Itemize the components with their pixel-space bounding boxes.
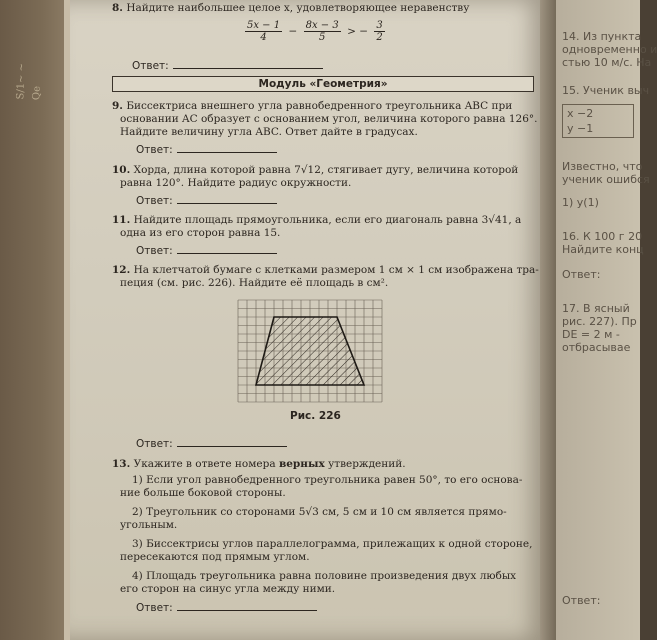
- left-page-edge: [0, 0, 70, 640]
- statement-3-line-1: 3) Биссектрисы углов параллелограмма, прилежащих к одной стороне,: [132, 538, 533, 550]
- right-page: [556, 0, 657, 640]
- problem-9-text-1: Биссектриса внешнего угла равнобедренного треугольника ABC при: [126, 100, 513, 112]
- greater-sign: > −: [347, 25, 368, 38]
- trapezoid-grid-figure: [238, 300, 382, 402]
- answer-label: Ответ:: [136, 438, 173, 450]
- problem-11-number: 11.: [112, 214, 131, 226]
- problem-11-text-1: Найдите площадь прямоугольника, если его диагональ равна 3√41, а: [133, 214, 522, 226]
- problem-10-line-2: равна 120°. Найдите радиус окружности.: [120, 177, 352, 189]
- problem-13-title-pre: Укажите в ответе номера: [133, 458, 279, 470]
- right-problem-15-option: 1) y(1): [562, 196, 599, 209]
- right-problem-16-line-2: Найдите конц: [562, 243, 644, 256]
- problem-12-answer: [136, 436, 287, 451]
- answer-field[interactable]: [173, 58, 323, 69]
- right-problem-16-line-1: 16. К 100 г 20: [562, 230, 643, 243]
- textbook-page: [70, 0, 550, 640]
- right-bottom-answer: Ответ:: [562, 594, 601, 607]
- table-row-x: x −2: [567, 107, 594, 120]
- problem-11-answer: [136, 243, 277, 258]
- problem-10-line-1: [112, 164, 518, 177]
- problem-12-number: 12.: [112, 264, 131, 276]
- problem-12-line-1: [112, 264, 539, 277]
- answer-field[interactable]: [177, 193, 277, 204]
- statement-2-line-1: 2) Треугольник со сторонами 5√3 см, 5 см и 10 см является прямо-: [132, 506, 507, 518]
- problem-8-text: Найдите наибольшее целое x, удовлетворяющее неравенству: [126, 2, 470, 14]
- problem-9-line-2: основании AC образует с основанием угол, величина которого равна 126°.: [120, 113, 538, 125]
- answer-label: Ответ:: [136, 195, 173, 207]
- table-row-y: y −1: [567, 122, 594, 135]
- answer-field[interactable]: [177, 243, 277, 254]
- statement-3-line-2: пересекаются под прямым углом.: [120, 551, 310, 563]
- figure-caption: Рис. 226: [290, 410, 341, 422]
- answer-field[interactable]: [177, 436, 287, 447]
- statement-4-line-2: его сторон на синус угла между ними.: [120, 583, 336, 595]
- right-problem-15-line-1: 15. Ученик выч: [562, 84, 650, 97]
- problem-13-answer: [136, 600, 317, 615]
- problem-11-line-2: одна из его сторон равна 15.: [120, 227, 281, 239]
- problem-9-answer: [136, 142, 277, 157]
- right-problem-15-line-3: ученик ошибся: [562, 173, 650, 186]
- right-problem-15-line-2: Известно, что: [562, 160, 643, 173]
- fraction-2: $\frac{8x - 3}{5}$: [305, 20, 339, 43]
- answer-label: Ответ:: [136, 144, 173, 156]
- problem-9-line-1: [112, 100, 512, 113]
- problem-8: [112, 2, 469, 15]
- problem-10-answer: [136, 193, 277, 208]
- problem-13-title-bold: верных: [278, 458, 325, 470]
- statement-1-line-1: 1) Если угол равнобедренного треугольника равен 50°, то его основа-: [132, 474, 523, 486]
- right-value-table: [562, 104, 634, 138]
- trapezoid-shape: [256, 317, 364, 385]
- problem-10-text-1: Хорда, длина которой равна 7√12, стягивает дугу, величина которой: [133, 164, 519, 176]
- module-geometry-header: Модуль «Геометрия»: [112, 76, 534, 92]
- answer-label: Ответ:: [136, 245, 173, 257]
- problem-9-line-3: Найдите величину угла ABC. Ответ дайте в градусах.: [120, 126, 418, 138]
- statement-2-line-2: угольным.: [120, 519, 178, 531]
- minus-sign: −: [288, 25, 298, 38]
- statement-1-line-2: ние больше боковой стороны.: [120, 487, 286, 499]
- problem-8-number: 8.: [112, 2, 123, 14]
- problem-8-inequality: [242, 20, 388, 43]
- fraction-3: $\frac{3}{2}$: [376, 20, 383, 43]
- problem-9-number: 9.: [112, 100, 123, 112]
- right-problem-17-line-3: DE = 2 м -: [562, 328, 620, 341]
- right-problem-17-line-4: отбрасывае: [562, 341, 631, 354]
- problem-12-line-2: пеция (см. рис. 226). Найдите её площадь в см².: [120, 277, 389, 289]
- right-problem-14-line-3: стью 10 м/с. На: [562, 56, 652, 69]
- problem-12-text-1: На клетчатой бумаге с клетками размером 1 см × 1 см изображена тра-: [133, 264, 539, 276]
- problem-13-title-post: утверждений.: [324, 458, 406, 470]
- answer-field[interactable]: [177, 142, 277, 153]
- problem-13-number: 13.: [112, 458, 131, 470]
- answer-label: Ответ:: [132, 60, 169, 72]
- problem-13-title: [112, 458, 406, 471]
- right-problem-16-answer: Ответ:: [562, 268, 601, 281]
- left-margin-scribble: S/1~ ~ Qe: [15, 59, 43, 101]
- fraction-1: $\frac{5x - 1}{4}$: [247, 20, 281, 43]
- right-problem-14-line-1: 14. Из пункта: [562, 30, 642, 43]
- problem-8-answer: [132, 58, 323, 73]
- answer-label: Ответ:: [136, 602, 173, 614]
- problem-11-line-1: [112, 214, 521, 227]
- problem-10-number: 10.: [112, 164, 131, 176]
- right-problem-17-line-2: рис. 227). Пр: [562, 315, 637, 328]
- right-problem-14-line-2: одновременно и: [562, 43, 657, 56]
- statement-4-line-1: 4) Площадь треугольника равна половине произведения двух любых: [132, 570, 517, 582]
- right-problem-17-line-1: 17. В ясный: [562, 302, 630, 315]
- answer-field[interactable]: [177, 600, 317, 611]
